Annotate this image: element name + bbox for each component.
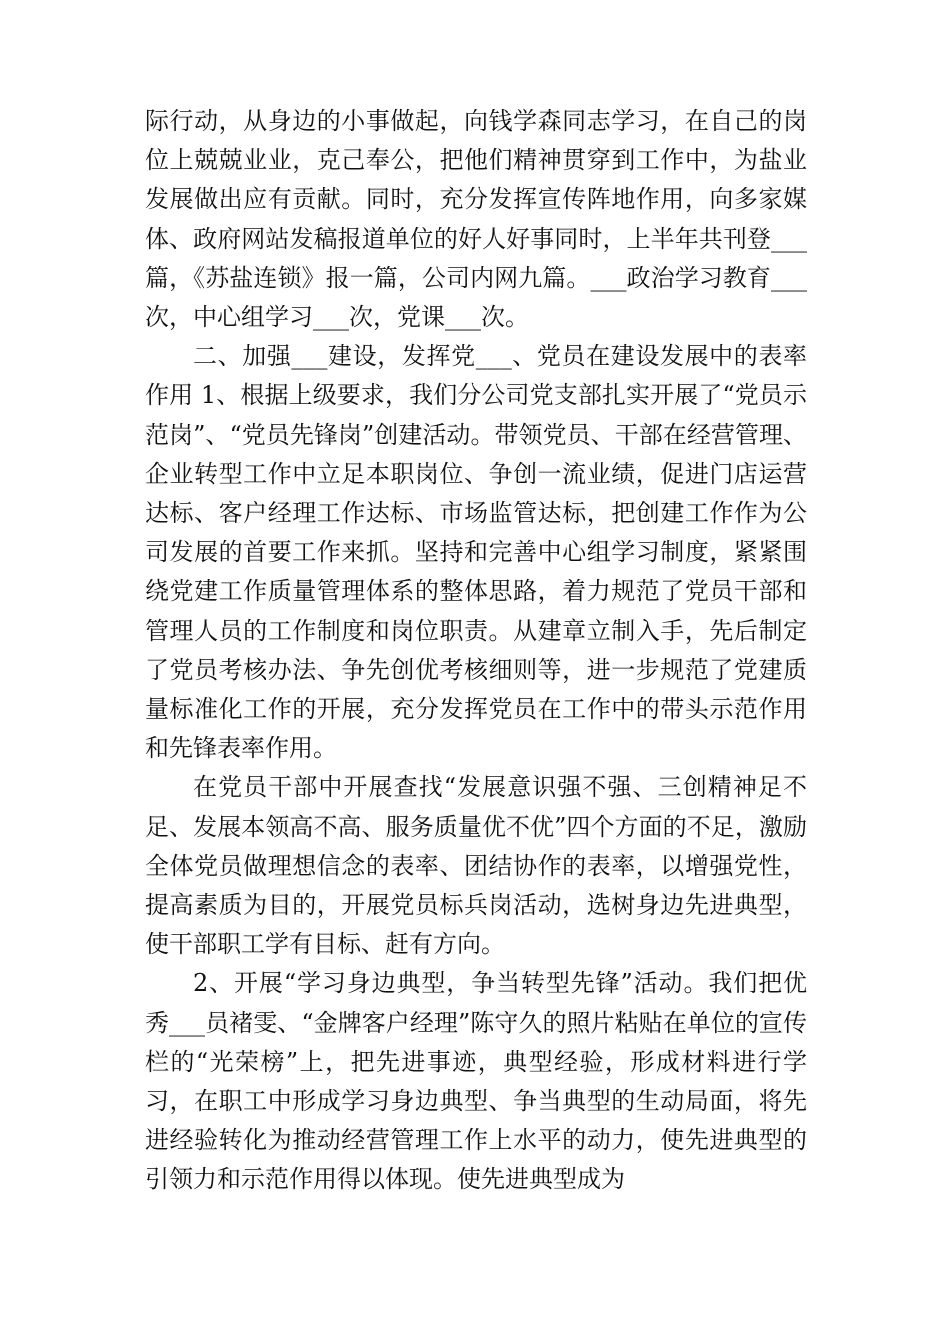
paragraph-4: 2、开展“学习身边典型，争当转型先锋”活动。我们把优秀___员褚雯、“金牌客户经理”陈守久的照片粘贴在单位的宣传栏的“光荣榜”上，把先进事迹，典型经验，形成材料进行学习，在职工中形成学习身边典型、争当典型的生动局面，将先进经验转化为推动经营管理工作上水平的动力，使先进典型的引领力和示范作用得以体现。使先进典型成为 xyxy=(145,969,807,1194)
document-page xyxy=(145,102,807,1200)
paragraph-1: 际行动，从身边的小事做起，向钱学森同志学习，在自己的岗位上兢兢业业，克己奉公，把他们精神贯穿到工作中，为盐业发展做出应有贡献。同时，充分发挥宣传阵地作用，向多家媒体、政府网站发稿报道单位的好人好事同时，上半年共刊登___篇，《苏盐连锁》报一篇，公司内网九篇。___政治学习教育___次，中心组学习___次，党课___次。 xyxy=(145,107,807,332)
paragraph-3: 在党员干部中开展查找“发展意识强不强、三创精神足不足、发展本领高不高、服务质量优不优”四个方面的不足，激励全体党员做理想信念的表率、团结协作的表率，以增强党性，提高素质为目的，开展党员标兵岗活动，选树身边先进典型，使干部职工学有目标、赶有方向。 xyxy=(145,773,807,959)
paragraph-2: 二、加强___建设，发挥党___、党员在建设发展中的表率作用 1、根据上级要求，我们分公司党支部扎实开展了“党员示范岗”、“党员先锋岗”创建活动。带领党员、干部在经营管理、企业转型工作中立足本职岗位、争创一流业绩，促进门店运营达标、客户经理工作达标、市场监管达标，把创建工作作为公司发展的首要工作来抓。坚持和完善中心组学习制度，紧紧围绕党建工作质量管理体系的整体思路，着力规范了党员干部和管理人员的工作制度和岗位职责。从建章立制入手，先后制定了党员考核办法、争先创优考核细则等，进一步规范了党建质量标准化工作的开展，充分发挥党员在工作中的带头示范作用和先锋表率作用。 xyxy=(145,342,807,763)
